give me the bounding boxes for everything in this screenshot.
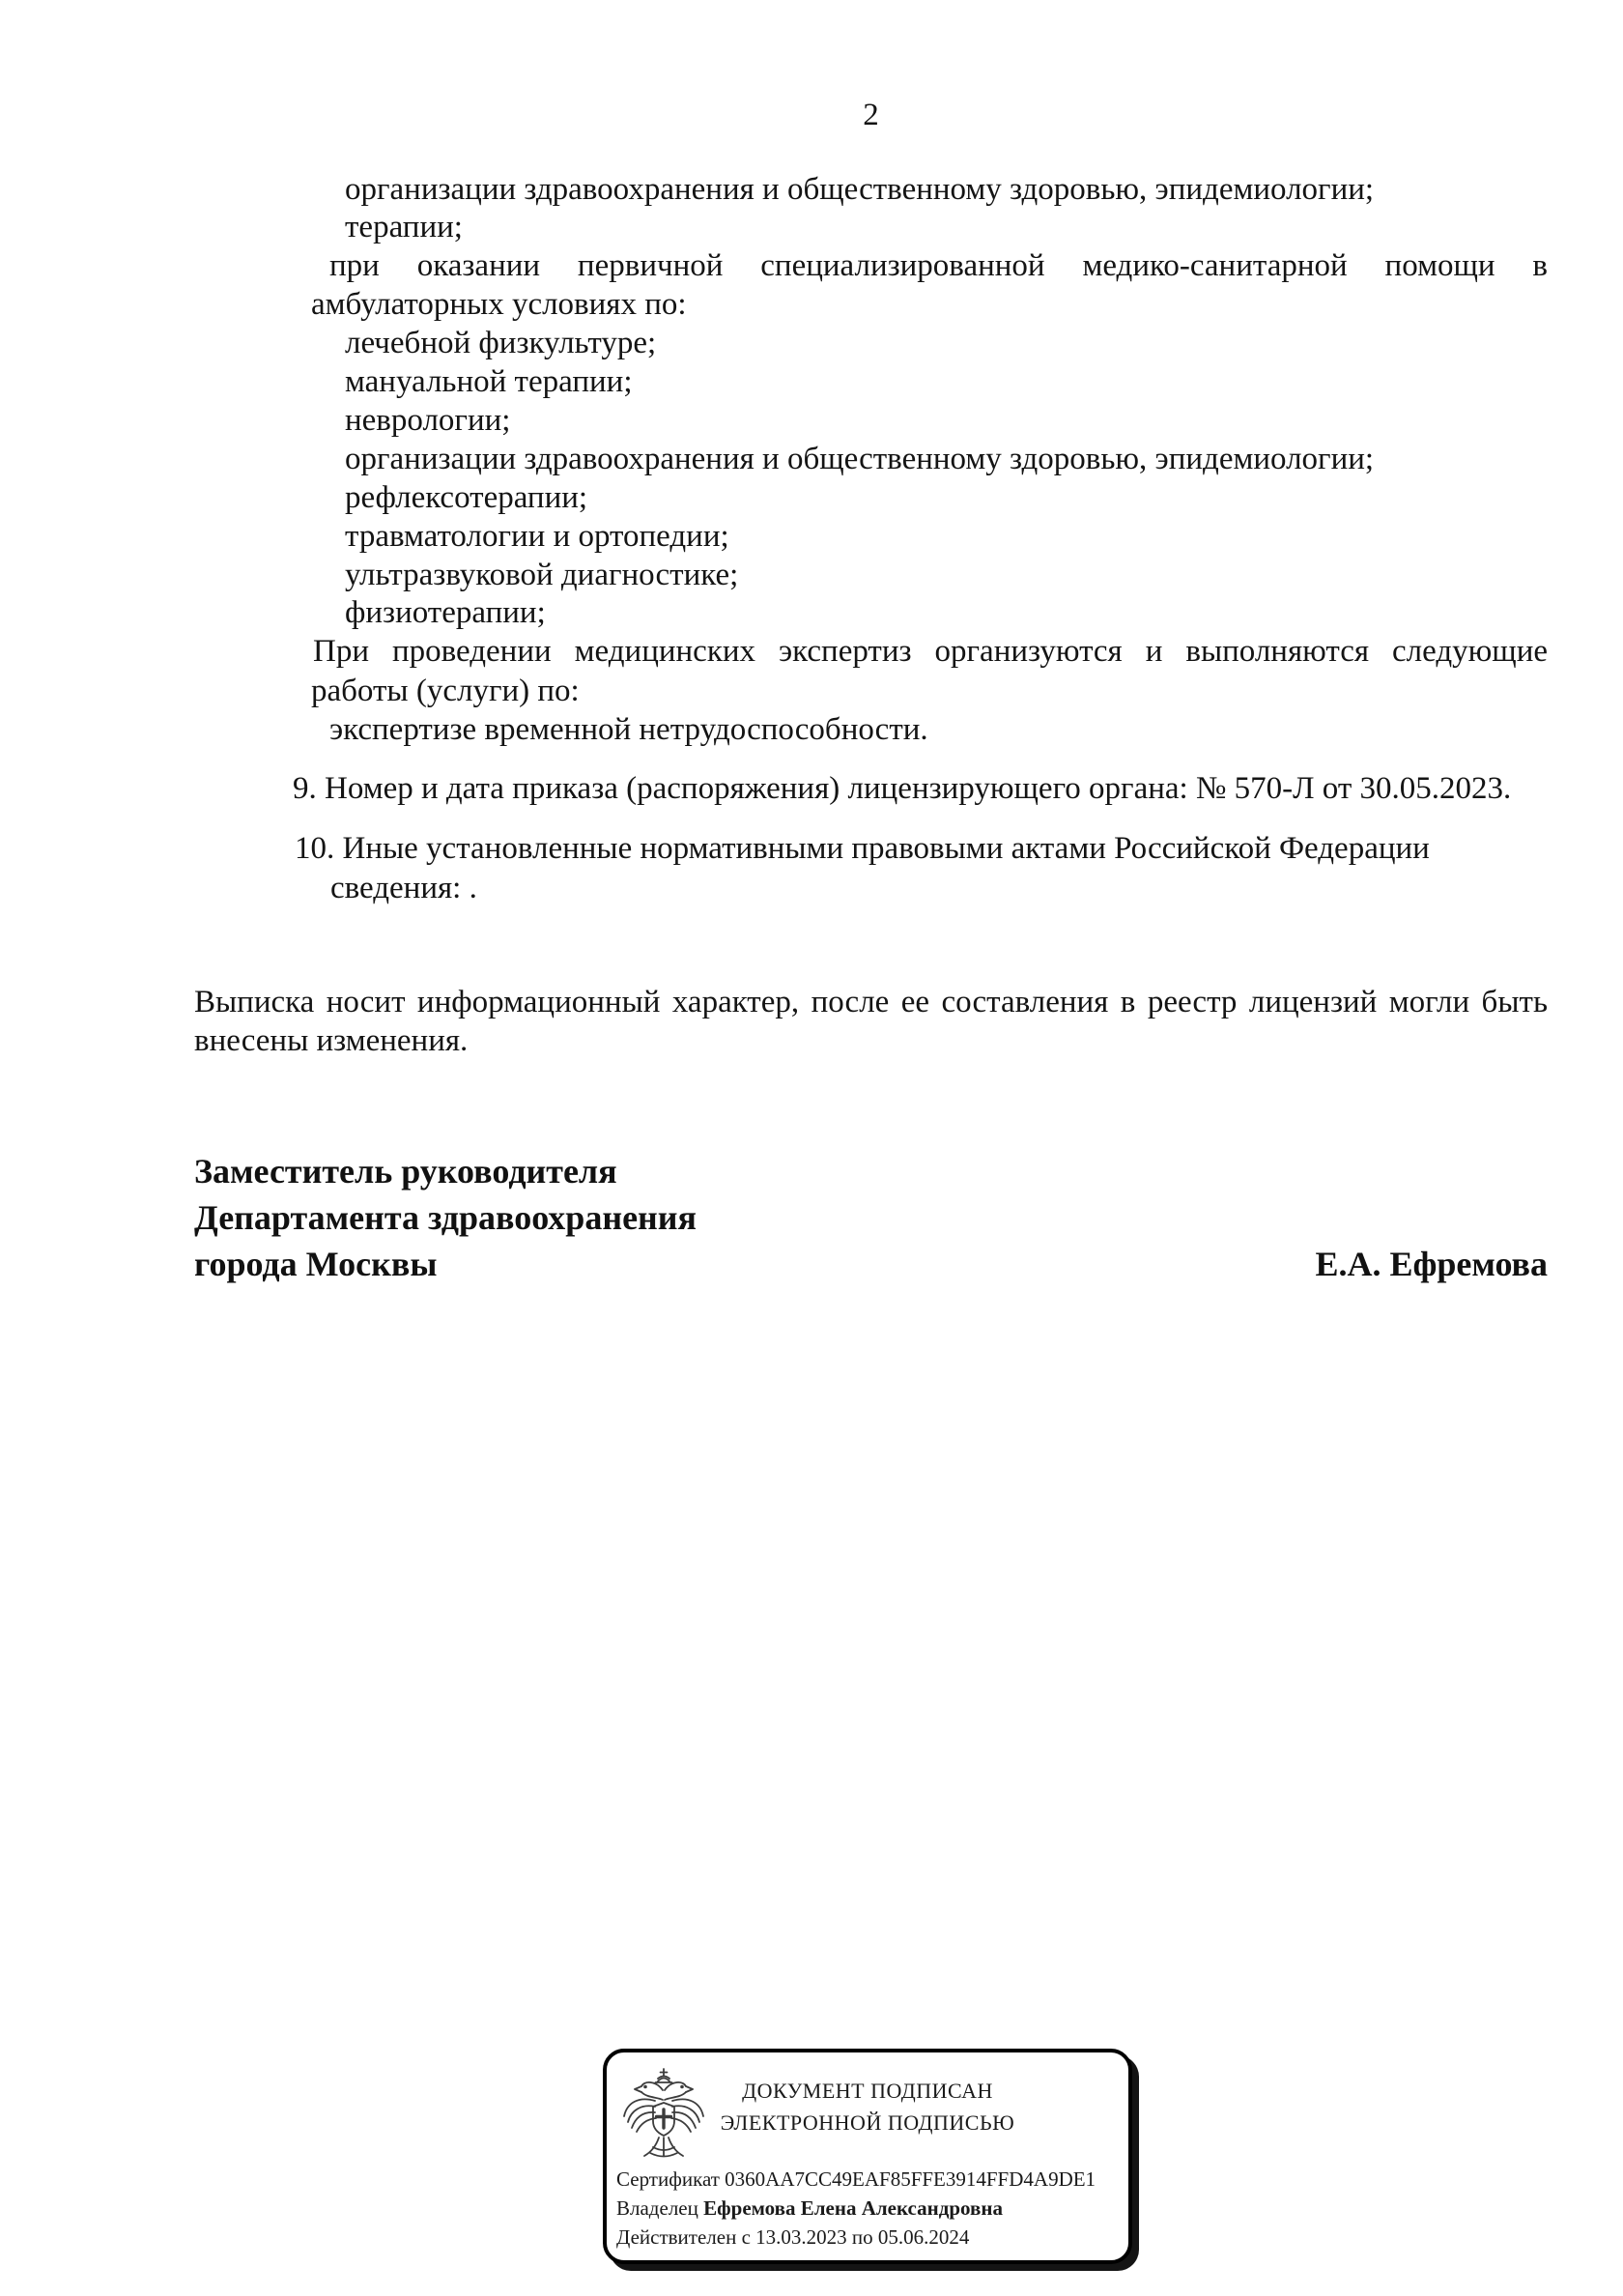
document-line: организации здравоохранения и общественному здоровью, эпидемиологии; <box>345 442 1375 476</box>
signature-name: Е.А. Ефремова <box>1315 1245 1548 1283</box>
document-line: амбулаторных условиях по: <box>311 287 687 322</box>
document-line: сведения: . <box>330 871 477 905</box>
stamp-validity-line: Действителен с 13.03.2023 по 05.06.2024 <box>616 2225 970 2249</box>
document-line: при оказании первичной специализированной медико-санитарной помощи в <box>329 248 1548 283</box>
document-line: мануальной терапии; <box>345 364 633 399</box>
document-line: физиотерапии; <box>345 595 546 630</box>
document-line: терапии; <box>345 210 463 244</box>
document-line: ультразвуковой диагностике; <box>345 558 739 592</box>
document-line: работы (услуги) по: <box>311 674 580 708</box>
document-line: внесены изменения. <box>194 1023 469 1058</box>
certificate-value: 0360AA7CC49EAF85FFE3914FFD4A9DE1 <box>725 2167 1096 2191</box>
certificate-label: Сертификат <box>616 2167 720 2191</box>
document-line: 9. Номер и дата приказа (распоряжения) лицензирующего органа: № 570-Л от 30.05.2023. <box>293 771 1512 806</box>
signature-position-line: Департамента здравоохранения <box>194 1198 698 1237</box>
stamp-title-line2: ЭЛЕКТРОННОЙ ПОДПИСЬЮ <box>720 2110 1015 2135</box>
document-line: При проведении медицинских экспертиз организуются и выполняются следующие <box>313 634 1548 669</box>
document-line: лечебной физкультуре; <box>345 326 657 360</box>
signature-position-line: Заместитель руководителя <box>194 1152 617 1191</box>
stamp-title <box>607 2075 1128 2138</box>
stamp-title-line1: ДОКУМЕНТ ПОДПИСАН <box>742 2079 993 2103</box>
document-line: неврологии; <box>345 403 511 438</box>
page-number: 2 <box>863 98 879 132</box>
document-line: экспертизе временной нетрудоспособности. <box>329 712 928 747</box>
document-line: 10. Иные установленные нормативными правовыми актами Российской Федерации <box>295 831 1430 866</box>
document-line: организации здравоохранения и общественному здоровью, эпидемиологии; <box>345 172 1375 207</box>
document-line: рефлексотерапии; <box>345 480 588 515</box>
stamp-owner-line <box>616 2196 1121 2221</box>
signature-position-line: города Москвы <box>194 1245 438 1283</box>
owner-label: Владелец <box>616 2196 698 2220</box>
owner-name: Ефремова Елена Александровна <box>703 2196 1003 2220</box>
document-line: Выписка носит информационный характер, после ее составления в реестр лицензий могли быть <box>194 985 1548 1019</box>
signature-block <box>194 1148 1548 1287</box>
document-line: травматологии и ортопедии; <box>345 519 729 554</box>
electronic-signature-stamp <box>603 2049 1132 2264</box>
stamp-certificate-line <box>616 2167 1121 2192</box>
